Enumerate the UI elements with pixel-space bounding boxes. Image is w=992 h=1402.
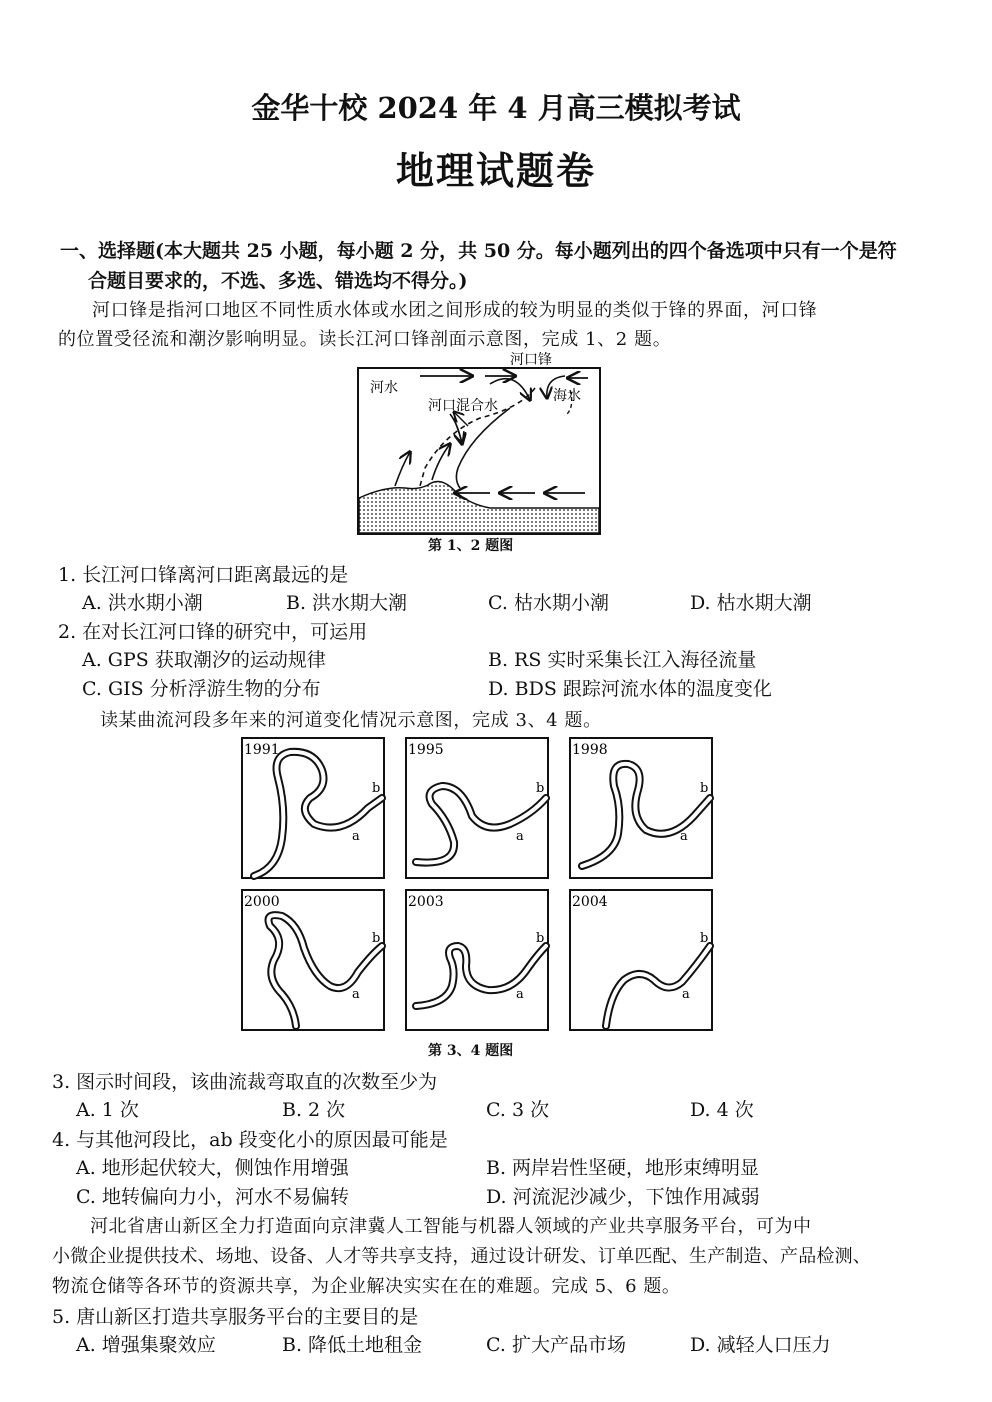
q5-option-c: C. 扩大产品市场: [486, 1334, 626, 1356]
q3-option-c: C. 3 次: [486, 1099, 550, 1121]
svg-text:a: a: [680, 829, 688, 844]
passage3-line1: 河北省唐山新区全力打造面向京津冀人工智能与机器人领域的产业共享服务平台，可为中: [90, 1216, 812, 1237]
label-sea-water: 海水: [553, 388, 581, 404]
svg-text:b: b: [536, 781, 545, 796]
svg-text:2000: 2000: [244, 894, 280, 910]
q2-option-d: D. BDS 跟踪河流水体的温度变化: [488, 678, 772, 700]
q2-option-a: A. GPS 获取潮汐的运动规律: [82, 649, 326, 671]
panel-1995: [406, 738, 548, 878]
estuary-front-diagram: [350, 348, 610, 538]
panel-2004: [570, 890, 712, 1030]
panel-2003: [406, 890, 548, 1030]
q4-option-c: C. 地转偏向力小，河水不易偏转: [76, 1186, 349, 1208]
label-mixed-water: 河口混合水: [428, 398, 498, 414]
svg-text:1991: 1991: [244, 742, 280, 758]
svg-text:a: a: [682, 987, 690, 1002]
q3-option-b: B. 2 次: [282, 1099, 346, 1121]
passage2-line1: 读某曲流河段多年来的河道变化情况示意图，完成 3、4 题。: [100, 710, 602, 731]
svg-text:b: b: [536, 931, 545, 946]
q4-option-d: D. 河流泥沙减少，下蚀作用减弱: [486, 1186, 760, 1208]
svg-text:a: a: [516, 829, 524, 844]
q5-option-a: A. 增强集聚效应: [76, 1334, 216, 1356]
panel-2000: [242, 890, 384, 1030]
svg-text:b: b: [372, 781, 381, 796]
figure2-caption: 第 3、4 题图: [428, 1043, 514, 1059]
label-estuary-front: 河口锋: [510, 352, 552, 368]
panel-1991: [242, 738, 384, 878]
q4-option-a: A. 地形起伏较大，侧蚀作用增强: [76, 1157, 349, 1179]
passage3-line3: 物流仓储等各环节的资源共享，为企业解决实实在在的难题。完成 5、6 题。: [52, 1276, 681, 1297]
svg-text:a: a: [352, 987, 360, 1002]
section-instruction-line1: 一、选择题(本大题共 25 小题，每小题 2 分，共 50 分。每小题列出的四个备选项中只有一个是符: [60, 240, 897, 262]
exam-title: 金华十校 2024 年 4 月高三模拟考试: [251, 91, 741, 125]
q2-option-c: C. GIS 分析浮游生物的分布: [82, 678, 321, 700]
q1-option-a: A. 洪水期小潮: [82, 592, 203, 614]
svg-text:1998: 1998: [572, 742, 608, 758]
q3-option-a: A. 1 次: [76, 1099, 139, 1121]
svg-text:b: b: [372, 931, 381, 946]
passage1-line2: 的位置受径流和潮汐影响明显。读长江河口锋剖面示意图，完成 1、2 题。: [58, 329, 672, 350]
q5-option-d: D. 减轻人口压力: [690, 1334, 831, 1356]
svg-text:b: b: [700, 781, 709, 796]
label-river-water: 河水: [370, 380, 398, 396]
q4-stem: 4. 与其他河段比，ab 段变化小的原因最可能是: [52, 1129, 448, 1151]
svg-text:a: a: [352, 829, 360, 844]
q3-stem: 3. 图示时间段，该曲流裁弯取直的次数至少为: [52, 1071, 438, 1093]
q2-stem: 2. 在对长江河口锋的研究中，可运用: [58, 621, 368, 643]
svg-text:2004: 2004: [572, 894, 608, 910]
svg-text:a: a: [516, 987, 524, 1002]
q1-option-d: D. 枯水期大潮: [690, 592, 812, 614]
figure1-caption: 第 1、2 题图: [428, 538, 514, 554]
svg-text:b: b: [700, 931, 709, 946]
q5-option-b: B. 降低土地租金: [282, 1334, 423, 1356]
passage1-line1: 河口锋是指河口地区不同性质水体或水团之间形成的较为明显的类似于锋的界面，河口锋: [92, 300, 818, 321]
passage3-line2: 小微企业提供技术、场地、设备、人才等共享支持，通过设计研发、订单匹配、生产制造、产品检测、: [52, 1246, 871, 1267]
q2-option-b: B. RS 实时采集长江入海径流量: [488, 649, 757, 671]
section-instruction-line2: 合题目要求的，不选、多选、错选均不得分。): [88, 270, 468, 292]
q1-option-b: B. 洪水期大潮: [286, 592, 408, 614]
svg-text:2003: 2003: [408, 894, 444, 910]
q4-option-b: B. 两岸岩性坚硬，地形束缚明显: [486, 1157, 760, 1179]
svg-text:1995: 1995: [408, 742, 444, 758]
q5-stem: 5. 唐山新区打造共享服务平台的主要目的是: [52, 1306, 419, 1328]
q1-stem: 1. 长江河口锋离河口距离最远的是: [58, 564, 349, 586]
panel-1998: [570, 738, 712, 878]
q3-option-d: D. 4 次: [690, 1099, 754, 1121]
q1-option-c: C. 枯水期小潮: [488, 592, 609, 614]
paper-title: 地理试题卷: [395, 148, 596, 193]
meander-change-diagram: [236, 734, 718, 1034]
